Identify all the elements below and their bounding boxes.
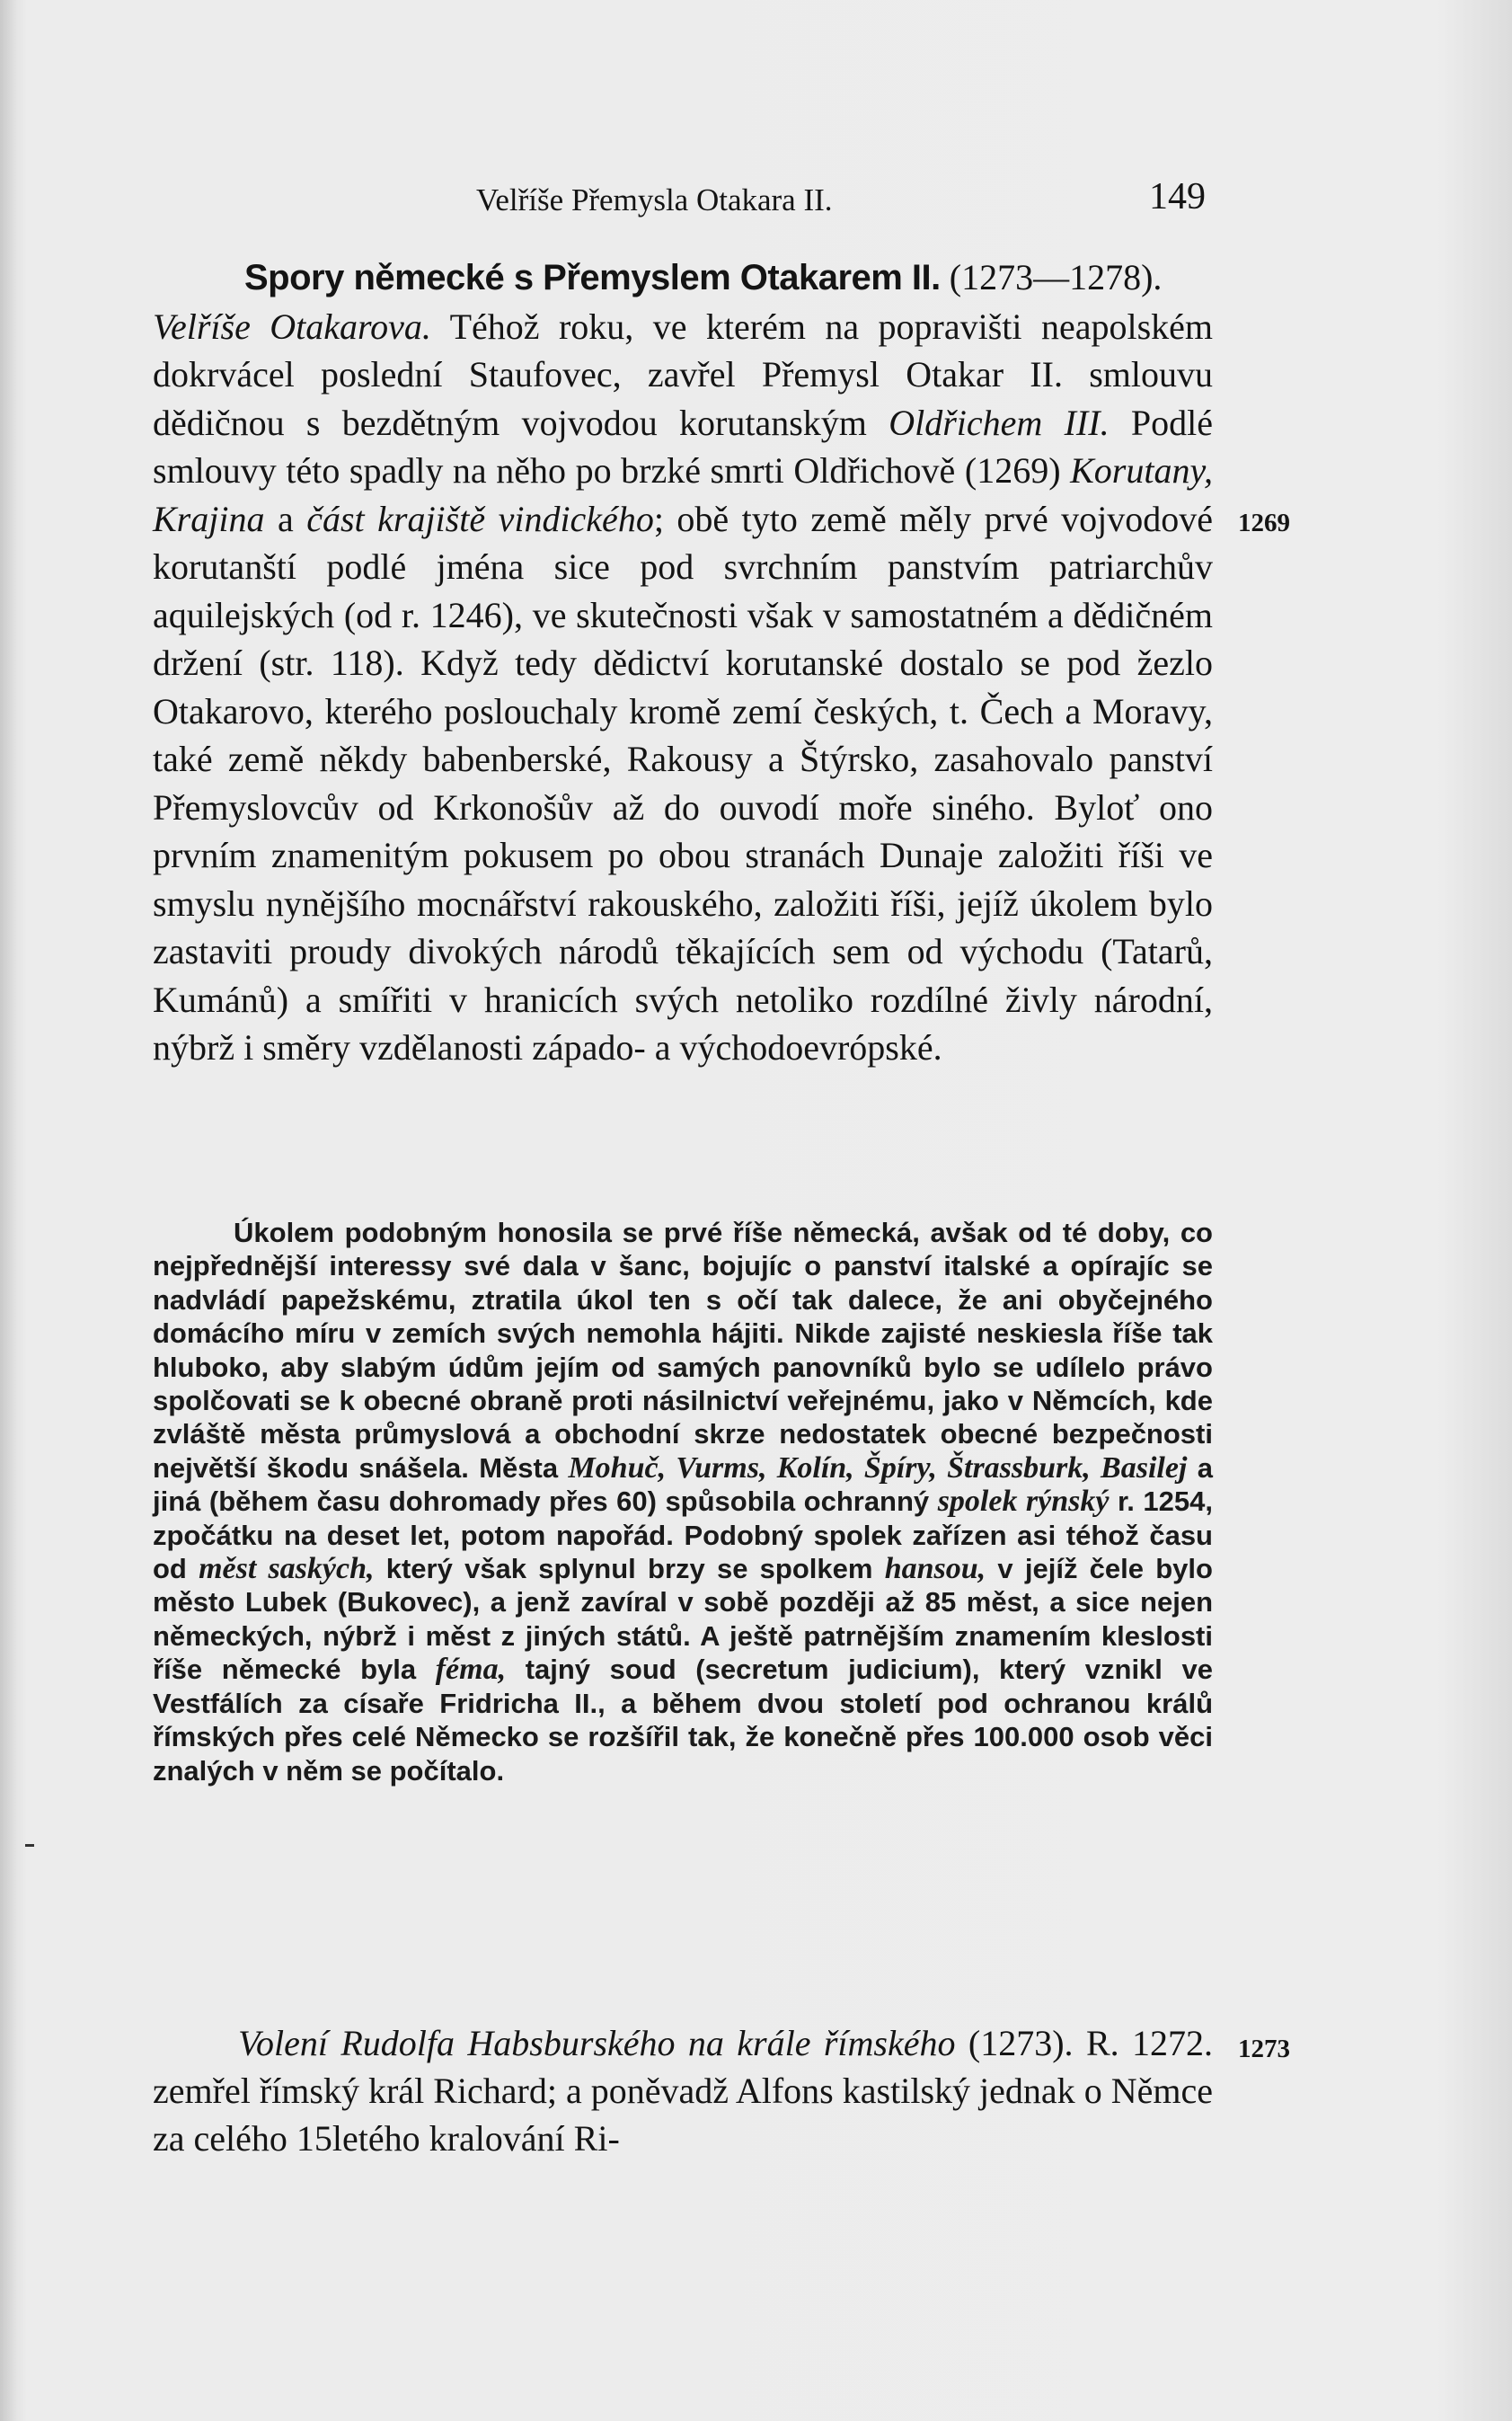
place-name: Krajina xyxy=(153,498,265,539)
section-heading: Spory německé s Přemyslem Otakarem II. xyxy=(244,258,941,297)
league-name: hansou, xyxy=(884,1552,986,1586)
subsection-heading: Volení Rudolfa Habsburského na krále římského xyxy=(238,2023,956,2063)
paragraph-text: Podlé smlouvy této spadly na něho po brzké smrti Oldřichově (1269) xyxy=(153,402,1214,491)
person-name: Oldřichem III. xyxy=(889,402,1110,443)
court-name: féma, xyxy=(435,1653,507,1687)
paragraph-text: r. 1254, zpočátku na deset let, potom napořád. Podobný spolek zařízen asi téhož času od xyxy=(153,1485,1214,1585)
paragraph-text: R. 1272. zemřel římský král Richard; a poněvadž Alfons kastilský jednak o Němce za celého 15letého kralování Ri- xyxy=(153,2023,1214,2159)
place-name: Korutany, xyxy=(1070,450,1213,491)
paragraph-text: Téhož roku, ve kterém na popravišti neapolském dokrvácel poslední Staufovec, zavřel Přemysl Otakar II. smlouvu dědičnou s bezdětným vojvodou korutanským xyxy=(153,306,1213,443)
running-title: Velříše Přemysla Otakara II. xyxy=(476,182,833,217)
paragraph-text: a xyxy=(277,498,294,539)
main-paragraph xyxy=(153,253,1213,1072)
subsection-heading-year: (1273). xyxy=(968,2023,1074,2063)
paragraph-text: Úkolem podobným honosila se prvé říše německá, avšak od té doby, co nejpřednější interessy své dala v šanc, bojujíc o panství italské a opírajíc se nadvládí papežskému, ztratila úkol ten s očí tak dalece, že ani obyčejného domácího míru v zemích svých nemohla hájiti. Nikde zajisté neskiesla říše tak hluboko, aby slabým údům jejím od samých panovníků bylo se udílelo právo spolčovati se k obecné obraně proti násilnictví veřejnému, jako v Němcích, kde zvláště města průmyslová a obchodní skrze nedostatek obecné bezpečnosti největší škodu snášela. Města xyxy=(153,1217,1213,1484)
paragraph-text: a jiná (během času dohromady přes 60) spůsobila ochranný xyxy=(153,1451,1213,1518)
margin-year-note: 1269 xyxy=(1238,509,1290,537)
paragraph-text: tajný soud (secretum judicium), který vznikl ve Vestfálích za císaře Fridricha II., a během dvou století pod ochranou králů římských přes celé Německo se rozšířil tak, že konečně přes 100.000 osob věci znalých v něm se počítalo. xyxy=(153,1654,1213,1787)
page-binding-edge xyxy=(0,0,16,2421)
margin-year-note: 1273 xyxy=(1238,2035,1290,2063)
small-print-paragraph xyxy=(153,1216,1213,1787)
place-name: část krajiště vindického xyxy=(306,498,654,539)
paragraph-text: v jejíž čele bylo město Lubek (Bukovec), a jenž zavíral v sobě později až 85 měst, a sice nejen německých, nýbrž i měst z jiných států. A ještě patrnějším znamením kleslosti říše německé byla xyxy=(153,1553,1213,1686)
page-number: 149 xyxy=(1149,176,1206,217)
league-name: spolek rýnský xyxy=(937,1485,1110,1519)
running-head xyxy=(153,175,1213,229)
section-subheading: Velříše Otakarova. xyxy=(153,306,431,347)
rudolf-paragraph xyxy=(153,2019,1213,2162)
league-name: měst saských, xyxy=(199,1552,375,1586)
paragraph-text: který však splynul brzy se spolkem xyxy=(385,1553,873,1585)
section-heading-years: (1273—1278). xyxy=(949,257,1163,297)
city-names: Mohuč, Vurms, Kolín, Špíry, Štrassburk, Basilej xyxy=(568,1450,1188,1485)
paragraph-text: ; obě tyto země měly prvé vojvodové korutanští podlé jména sice pod svrchním panstvím patriarchův aquilejských (od r. 1246), ve skutečnosti však v samostatném a dědičném držení (str. 118). Když tedy dědictví korutanské dostalo se pod žezlo Otakarovo, kterého poslouchaly kromě zemí českých, t. Čech a Moravy, také země někdy babenberské, Rakousy a Štýrsko, zasahovalo panství Přemyslovcův od Krkonošův až do ouvodí moře siného. Byloť ono prvním znamenitým pokusem po obou stranách Dunaje založiti říši ve smyslu nynějšího mocnářství rakouského, založiti říši, jejíž úkolem bylo zastaviti proudy divokých národů těkajících sem od východu (Tatarů, Kumánů) a smířiti v hranicích svých netoliko rozdílné živly národní, nýbrž i směry vzdělanosti západo- a východoevrópské. xyxy=(153,498,1214,1068)
margin-dash-mark xyxy=(25,1844,34,1847)
